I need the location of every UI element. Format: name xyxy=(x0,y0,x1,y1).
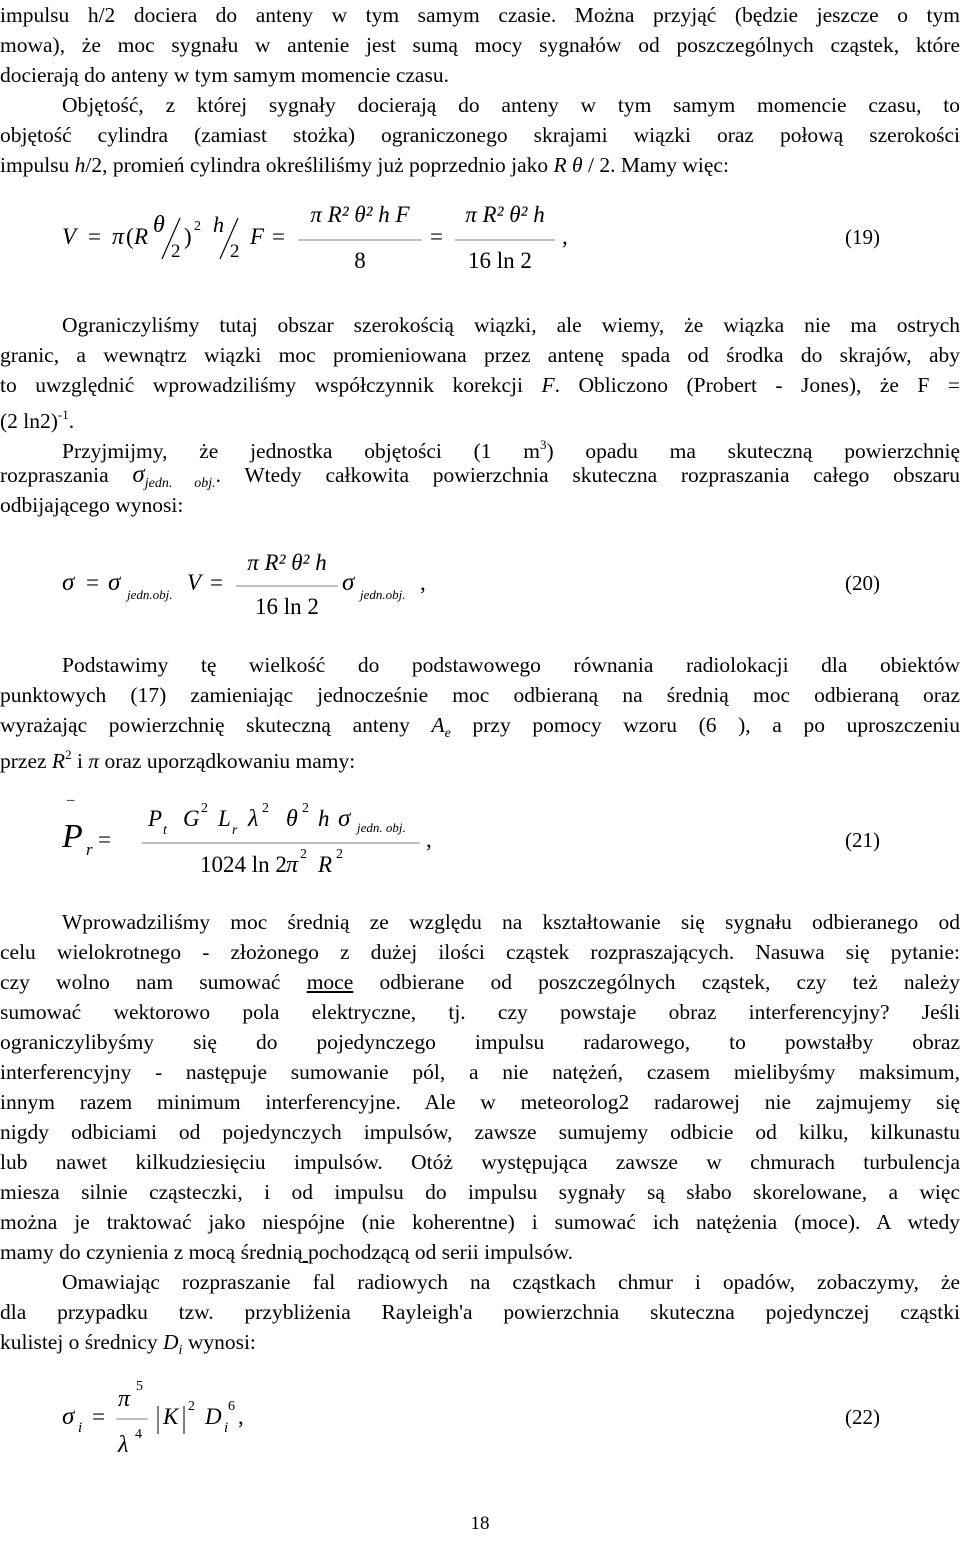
text-line: odbijającego wynosi: xyxy=(0,493,184,517)
text-line: punktowych (17) zamieniając jednocześnie moc odbieraną na średnią moc odbieraną oraz xyxy=(0,683,960,707)
eq-bar: – xyxy=(67,792,75,808)
eq-symbol: 2 xyxy=(194,219,201,234)
eq-symbol: 5 xyxy=(136,1379,143,1394)
eq-symbol: λ xyxy=(118,1432,129,1458)
text-line: Podstawimy tę wielkość do podstawowego równania radiolokacji dla obiektów xyxy=(62,653,960,677)
svg-text:2: 2 xyxy=(262,801,269,816)
text-line: Przyjmijmy, że jednostka objętości (1 $m^3$) opadu ma skuteczną powierzchnię xyxy=(62,437,960,463)
eq-symbol: = xyxy=(88,224,101,249)
svg-text:R: R xyxy=(318,852,333,877)
eq-symbol: σ xyxy=(342,569,355,596)
text-line: docierają do anteny w tym samym momencie czasu. xyxy=(0,63,449,87)
eq-subscript: i xyxy=(78,1420,83,1436)
text-line: można je traktować jako niespójne (nie koherentne) i sumować ich natężenia (moce). A wtedy xyxy=(0,1210,960,1234)
eq-denominator: 8 xyxy=(354,248,366,273)
eq-symbol: = xyxy=(92,1404,105,1429)
eq-symbol: = xyxy=(98,827,111,852)
eq-denominator: 16 ln 2 xyxy=(255,594,319,619)
eq-symbol: 6 xyxy=(228,1399,235,1414)
text-line: ograniczylibyśmy się do pojedynczego impulsu radarowego, to powstałby obraz xyxy=(0,1030,960,1054)
svg-text:π: π xyxy=(286,852,299,878)
svg-text:θ: θ xyxy=(286,806,298,832)
text-line: Wprowadziliśmy moc średnią ze względu na kształtowanie się sygnału odbieranego od xyxy=(62,910,960,934)
svg-text:P: P xyxy=(148,806,163,831)
eq-symbol: π xyxy=(118,1386,131,1412)
svg-text:L: L xyxy=(218,806,231,831)
eq-symbol: = xyxy=(272,224,285,249)
eq-symbol: σ xyxy=(62,1403,75,1430)
eq-subscript: r xyxy=(86,840,93,859)
eq-denominator xyxy=(200,847,343,878)
equation-number: (19) xyxy=(845,225,880,249)
text-line: impulsu h/2 dociera do anteny w tym samym czasie. Można przyjąć (będzie jeszcze o tym xyxy=(0,3,960,27)
eq-subscript: jedn.obj. xyxy=(360,587,406,602)
text-line: Ograniczyliśmy tutaj obszar szerokością wiązki, ale wiemy, że wiązka nie ma ostrych xyxy=(62,313,960,337)
svg-text:2: 2 xyxy=(302,801,309,816)
eq-numerator xyxy=(147,801,406,838)
eq-subscript: jedn.obj. xyxy=(127,587,173,602)
eq-symbol: V xyxy=(62,224,77,249)
eq-numerator: π R² θ² h xyxy=(465,202,545,227)
text-line: celu wielokrotnego - złożonego z dużej ilości cząstek rozpraszających. Nasuwa się pytanie: xyxy=(0,940,960,964)
eq-numerator: π R² θ² h F xyxy=(310,202,410,227)
svg-text:2: 2 xyxy=(201,801,208,816)
eq-symbol: = xyxy=(210,570,223,595)
equation-19 xyxy=(0,185,880,285)
eq-numerator: π R² θ² h xyxy=(247,550,327,575)
eq-symbol: ) xyxy=(184,224,192,249)
text-line: sumować wektorowo pola elektryczne, tj. czy powstaje obraz interferencyjny? Jeśli xyxy=(0,1000,960,1024)
text-line: kulistej o średnicy $D_i$ wynosi: xyxy=(0,1330,256,1358)
eq-symbol: K xyxy=(163,1404,179,1429)
eq-symbol: 2 xyxy=(171,241,181,262)
eq-symbol: ( xyxy=(126,224,134,249)
svg-text:2: 2 xyxy=(300,847,307,862)
eq-symbol: , xyxy=(238,1404,244,1429)
eq-symbol: 2 xyxy=(188,1399,195,1414)
eq-symbol: V xyxy=(187,570,202,595)
text-line: Objętość, z której sygnały docierają do anteny w tym samym momencie czasu, to xyxy=(62,93,960,117)
equation-number: (20) xyxy=(845,571,880,595)
svg-text:jedn. obj.: jedn. obj. xyxy=(357,820,406,835)
svg-text:1024 ln 2: 1024 ln 2 xyxy=(200,852,287,877)
eq-symbol: F xyxy=(250,224,265,249)
svg-text:2: 2 xyxy=(336,847,343,862)
text-line: lub nawet kilkudziesięciu impulsów. Otóż występująca zawsze w chmurach turbulencja xyxy=(0,1150,960,1174)
eq-symbol: P xyxy=(62,818,83,855)
eq-denominator: 16 ln 2 xyxy=(468,248,532,273)
text-line: dla przypadku tzw. przybliżenia Rayleigh'a powierzchnia skuteczna pojedynczej cząstki xyxy=(0,1300,960,1324)
svg-text:r: r xyxy=(232,823,238,838)
text-line: (2 ln2)$^{-1}$. xyxy=(0,407,75,433)
eq-symbol: 2 xyxy=(230,241,240,262)
text-line: Omawiając rozpraszanie fal radiowych na cząstkach chmur i opadów, zobaczymy, że xyxy=(62,1270,960,1294)
eq-symbol: R xyxy=(134,224,149,249)
text-line: granic, a wewnątrz wiązki moc promieniowana przez antenę spada od środka do skrajów, aby xyxy=(0,343,960,367)
text-line: czy wolno nam sumować moce odbierane od poszczególnych cząstek, czy też należy xyxy=(0,970,960,994)
svg-text:h: h xyxy=(318,806,330,831)
eq-symbol: θ xyxy=(153,212,165,238)
text-line: mamy do czynienia z mocą średnią pochodzącą od serii impulsów. xyxy=(0,1240,573,1264)
text-line: impulsu h/2, promień cylindra określiliśmy już poprzednio jako R θ / 2. Mamy więc: xyxy=(0,153,729,177)
text-line: mowa), że moc sygnału w antenie jest sumą mocy sygnałów od poszczególnych cząstek, które xyxy=(0,33,960,57)
eq-symbol: = xyxy=(86,570,99,595)
svg-text:G: G xyxy=(183,806,200,831)
text-line: rozpraszania $\sigma_{jedn. obj.}$. Wtedy całkowita powierzchnia skuteczna rozpraszania całego obszaru xyxy=(0,461,960,491)
page-number: 18 xyxy=(470,1513,490,1534)
text-line: wyrażając powierzchnię skuteczną anteny $A_e$ przy pomocy wzoru (6 ), a po uproszczeniu xyxy=(0,713,960,741)
equation-number: (21) xyxy=(845,828,880,852)
equation-21 xyxy=(0,790,880,890)
eq-symbol: = xyxy=(430,224,443,249)
text-line: to uwzględnić wprowadziliśmy współczynnik korekcji F. Obliczono (Probert - Jones), że F = xyxy=(0,373,960,397)
text-line: objętość cylindra (zamiast stożka) ograniczonego skrajami wiązki oraz połową szerokości xyxy=(0,123,960,147)
eq-symbol: , xyxy=(426,827,432,852)
svg-text:σ: σ xyxy=(338,805,351,832)
eq-symbol: 4 xyxy=(135,1427,142,1442)
text-line: miesza silnie cząsteczki, i od impulsu do impulsu sygnały są słabo skorelowane, a więc xyxy=(0,1180,960,1204)
equation-number: (22) xyxy=(845,1405,880,1429)
text-line: nigdy odbiciami od pojedynczych impulsów, zawsze sumujemy odbicie od kilku, kilkunastu xyxy=(0,1120,960,1144)
eq-symbol: π xyxy=(112,224,125,250)
equation-20 xyxy=(0,538,880,628)
text-line: przez $R^2$ i π oraz uporządkowaniu mamy: xyxy=(0,747,356,773)
eq-subscript: i xyxy=(224,1420,229,1436)
text-line: interferencyjny - następuje sumowanie pól, a nie natężeń, czasem mielibyśmy maksimum, xyxy=(0,1060,960,1084)
eq-symbol: D xyxy=(205,1404,222,1429)
eq-symbol: σ xyxy=(108,569,121,596)
eq-symbol: , xyxy=(420,570,426,595)
svg-text:λ: λ xyxy=(248,806,259,832)
eq-symbol: h xyxy=(213,212,224,237)
svg-text:t: t xyxy=(163,823,167,838)
eq-symbol: σ xyxy=(62,569,75,596)
text-line: innym razem minimum interferencyjne. Ale w meteorolog2 radarowej nie zajmujemy się xyxy=(0,1090,960,1114)
equation-22 xyxy=(0,1370,880,1470)
eq-symbol: , xyxy=(562,224,568,249)
